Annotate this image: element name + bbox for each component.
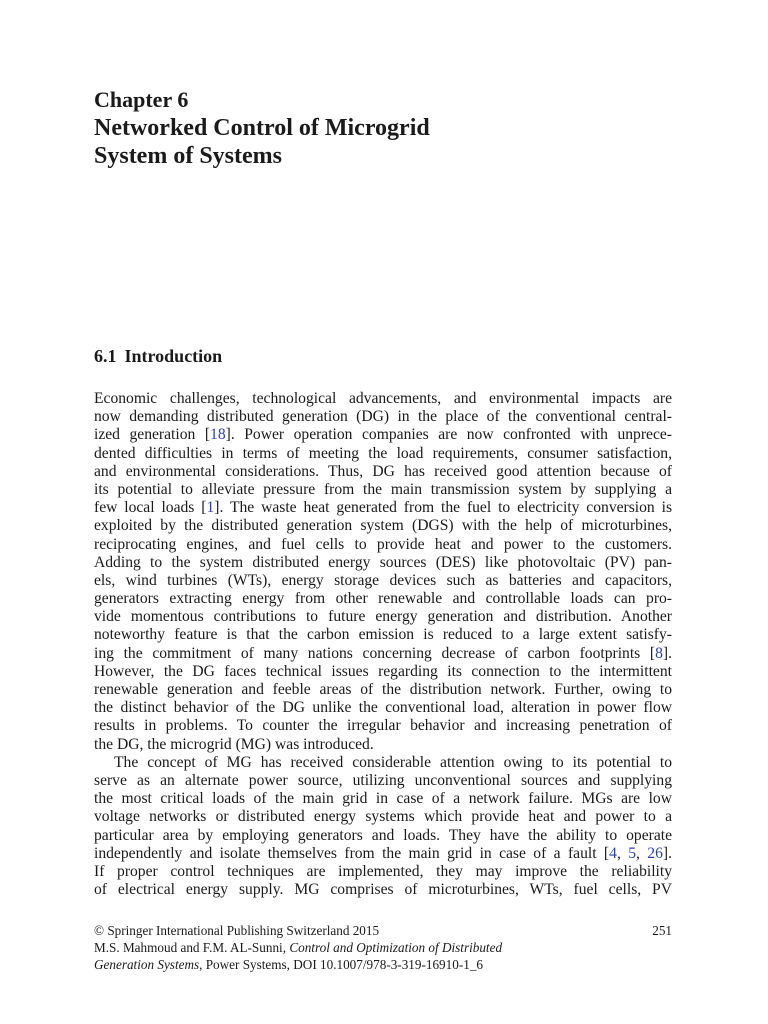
text-line: Adding to the system distributed energy sources (DES) like photovoltaic (PV) pan- [94,553,672,571]
text-line: ized generation [18]. Power operation companies are now confronted with unprece- [94,426,672,444]
text-line: voltage networks or distributed energy systems which provide heat and power to a [94,808,672,826]
text-line: els, wind turbines (WTs), energy storage devices such as batteries and capacitors, [94,571,672,589]
text-line: serve as an alternate power source, utilizing unconventional sources and supplying [94,771,672,789]
text-line: renewable generation and feeble areas of the distribution network. Further, owing to [94,681,672,698]
text-line: ing the commitment of many nations concerning decrease of carbon footprints [8]. [94,644,672,662]
citation-line [94,939,672,956]
text-line: Economic challenges, technological advancements, and environmental impacts are [94,390,672,407]
section-title: Introduction [124,346,223,366]
text-line: particular area by employing generators and loads. They have the ability to operate [94,826,672,844]
chapter-label: Chapter 6 [94,87,189,112]
copyright-row [94,922,672,939]
text-line: its potential to alleviate pressure from the main transmission system by supplying a [94,480,672,498]
text-line: vide momentous contributions to future energy generation and distribution. Another [94,608,672,626]
text-line: However, the DG faces technical issues regarding its connection to the intermittent [94,662,672,680]
chapter-title-line: System of Systems [94,143,282,169]
reference-link[interactable]: 5 [628,844,637,862]
text-line: noteworthy feature is that the carbon emission is reduced to a large extent satisfy- [94,626,672,644]
text-line: reciprocating engines, and fuel cells to provide heat and power to the customers. [94,535,672,553]
book-title: Control and Optimization of Distributed [289,940,503,955]
text-line: generators extracting energy from other renewable and controllable loads can pro- [94,590,672,608]
reference-link[interactable]: 8 [655,644,663,662]
chapter-title-line: Networked Control of Microgrid [94,115,430,141]
page-number: 251 [652,923,672,938]
text-line: exploited by the distributed generation system (DGS) with the help of microturbines, [94,517,672,535]
page-footer [94,922,672,973]
section-heading [94,344,222,368]
copyright-notice: © Springer International Publishing Switzerland 2015 [94,923,380,938]
series-doi: , Power Systems, DOI 10.1007/978-3-319-16910-1_6 [199,957,484,972]
body-text [94,390,672,899]
reference-link[interactable]: 1 [206,499,215,517]
text-line: few local loads [1]. The waste heat generated from the fuel to electricity conversion is [94,499,672,517]
chapter-title [94,114,694,170]
series-line [94,956,672,973]
section-number: 6.1 [94,346,117,366]
reference-link[interactable]: 4 [609,844,617,862]
text-line: now demanding distributed generation (DG) in the place of the conventional central- [94,408,672,426]
text-line: of electrical energy supply. MG comprises of microturbines, WTs, fuel cells, PV [94,881,672,899]
reference-link[interactable]: 18 [210,426,226,444]
book-title-continued: Generation Systems [94,957,200,972]
text-line: independently and isolate themselves from the main grid in case of a fault [4, 5, 26]. [94,844,672,862]
text-line: If proper control techniques are implemented, they may improve the reliability [94,862,672,880]
reference-link[interactable]: 26 [647,844,663,862]
text-line: and environmental considerations. Thus, DG has received good attention because of [94,462,672,480]
text-line: the DG, the microgrid (MG) was introduced. [94,735,374,753]
text-line: The concept of MG has received considerable attention owing to its potential to [114,753,672,771]
text-line: dented difficulties in terms of meeting the load requirements, consumer satisfaction, [94,444,672,462]
text-line: the distinct behavior of the DG unlike the conventional load, alteration in power flow [94,699,672,717]
text-line: results in problems. To counter the irregular behavior and increasing penetration of [94,717,672,735]
authors: M.S. Mahmoud and F.M. AL-Sunni, [94,940,287,955]
text-line: the most critical loads of the main grid in case of a network failure. MGs are low [94,790,672,808]
